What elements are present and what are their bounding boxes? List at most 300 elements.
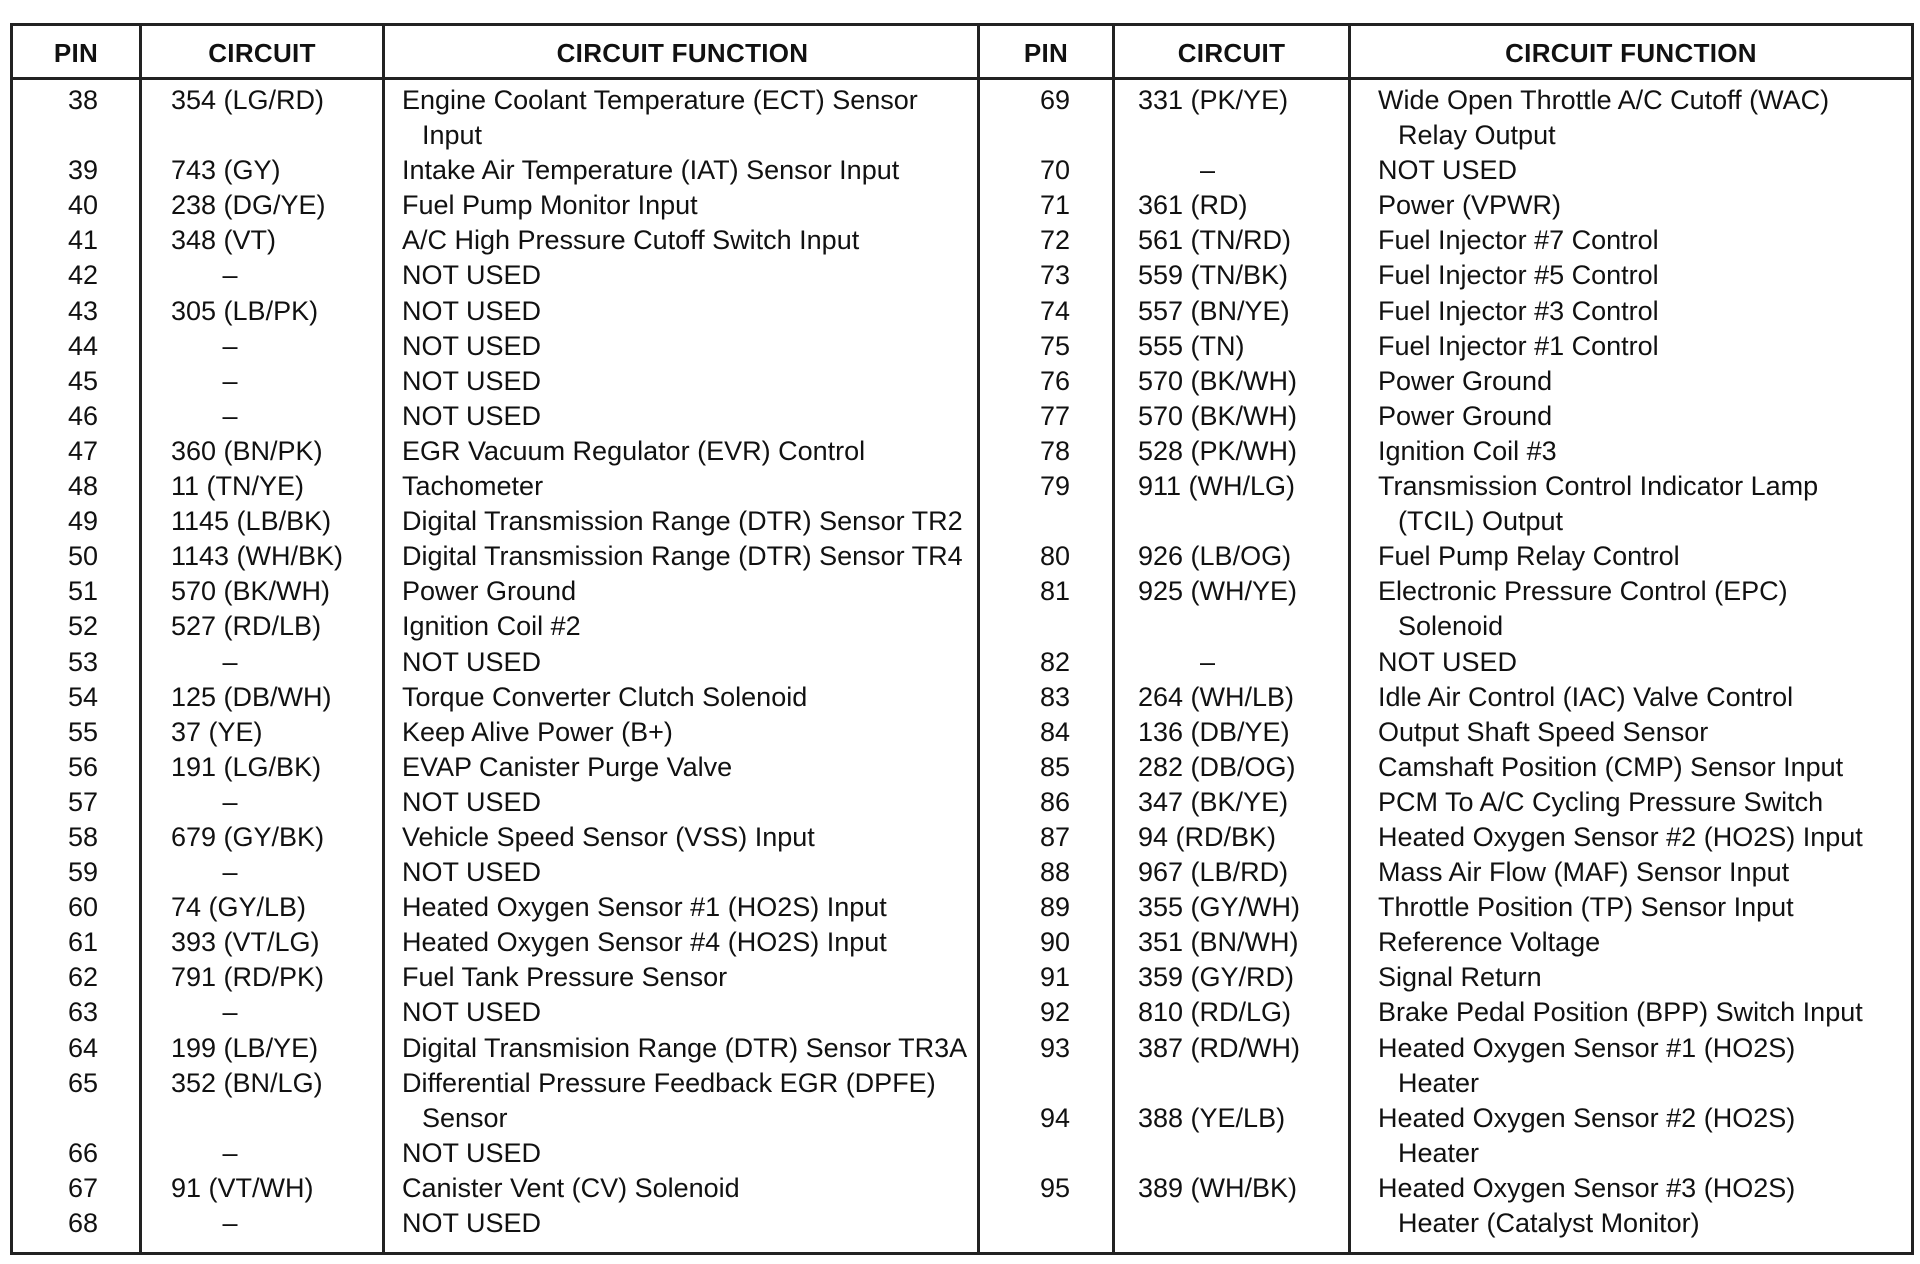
circuit-function [1378,434,1557,469]
circuit-id: 389 (WH/BK) [1138,1172,1298,1203]
circuit-id: 911 (WH/LG) [1138,471,1296,502]
circuit-function [1378,1101,1795,1171]
pin-number: 83 [1039,681,1071,712]
circuit-function [1378,1031,1795,1101]
circuit-function [402,364,541,399]
circuit-function [1378,153,1517,188]
function-text-line: Keep Alive Power (B+) [402,716,673,747]
table-row [13,960,980,995]
circuit-function [402,399,541,434]
circuit-id: – [1199,646,1216,677]
circuit-id: – [222,330,238,361]
circuit-id: 91 (VT/WH) [171,1172,314,1203]
table-row [13,539,980,574]
function-text-line: Idle Air Control (IAC) Valve Control [1378,681,1794,712]
circuit-function [402,329,541,364]
function-text-line: Fuel Injector #7 Control [1378,225,1659,256]
pin-number: 77 [1039,400,1071,431]
function-text-line: Fuel Pump Relay Control [1378,541,1680,572]
function-text-line: Mass Air Flow (MAF) Sensor Input [1378,857,1790,888]
pin-number: 65 [67,1067,99,1098]
circuit-function [402,504,963,539]
table-row [980,995,1911,1030]
circuit-function [402,1206,541,1241]
circuit-function [1378,995,1863,1030]
circuit-function [402,609,581,644]
pin-number: 70 [1039,155,1071,186]
table-row [13,820,980,855]
pin-number: 56 [67,751,99,782]
table-row [13,434,980,469]
function-text-line: Brake Pedal Position (BPP) Switch Input [1378,997,1863,1028]
table-row [13,504,980,539]
function-text-line: Vehicle Speed Sensor (VSS) Input [402,821,815,852]
circuit-id: 561 (TN/RD) [1138,225,1292,256]
pin-number: 41 [67,225,99,256]
pin-number: 39 [67,155,99,186]
pin-number: 91 [1039,962,1071,993]
table-row [980,1171,1911,1241]
pin-number: 46 [67,400,99,431]
table-row [13,83,980,153]
function-text-line: NOT USED [402,330,542,361]
function-text-line: Intake Air Temperature (IAT) Sensor Input [402,155,900,186]
pin-number: 58 [67,821,99,852]
function-text-line: EGR Vacuum Regulator (EVR) Control [402,435,866,466]
table-row [980,188,1911,223]
function-text-line: Ignition Coil #2 [402,611,581,642]
pin-number: 75 [1039,330,1071,361]
function-text-line: Power (VPWR) [1378,190,1562,221]
table-row [980,680,1911,715]
circuit-id: 1145 (LB/BK) [171,506,332,537]
circuit-id: – [222,1208,238,1238]
function-text-line: Reference Voltage [1378,927,1601,958]
pin-number: 51 [67,576,99,607]
circuit-id: – [222,365,238,396]
function-text-line: NOT USED [402,997,542,1028]
circuit-function [1378,329,1659,364]
function-text-line: NOT USED [402,260,542,291]
circuit-function [402,890,887,925]
pin-number: 80 [1039,541,1071,572]
circuit-function [402,153,899,188]
table-row [980,399,1911,434]
left-rows [13,83,980,1241]
pin-number: 52 [67,611,99,642]
function-text-line: Heated Oxygen Sensor #4 (HO2S) Input [402,927,887,958]
table-row [980,1031,1911,1101]
pin-number: 54 [67,681,99,712]
circuit-id: 387 (RD/WH) [1138,1032,1301,1063]
pin-number: 88 [1039,857,1071,888]
table-row [980,469,1911,539]
circuit-id: 925 (WH/YE) [1138,576,1298,607]
circuit-id: 347 (BK/YE) [1138,786,1289,817]
right-rows [980,83,1911,1241]
circuit-id: – [222,786,238,817]
pin-number: 71 [1039,190,1071,221]
table-row [980,820,1911,855]
pin-number: 63 [67,997,99,1028]
circuit-function [1378,188,1561,223]
function-text-line: Fuel Pump Monitor Input [402,190,698,221]
circuit-id: – [1199,155,1216,186]
circuit-function [402,1066,936,1136]
pin-number: 82 [1039,646,1071,677]
pin-number: 92 [1039,997,1071,1028]
circuit-id: 352 (BN/LG) [171,1067,323,1098]
circuit-function [402,750,732,785]
table-row [980,539,1911,574]
function-text-line: Digital Transmission Range (DTR) Sensor TR2 [402,506,963,537]
pin-number: 60 [67,892,99,923]
circuit-id: – [222,857,238,888]
function-text-line: NOT USED [402,646,542,677]
function-text-line: Electronic Pressure Control (EPC) [1378,576,1788,607]
circuit-id: 11 (TN/YE) [171,471,305,502]
function-text-line: Sensor [422,1102,508,1133]
circuit-id: 1143 (WH/BK) [171,541,344,572]
circuit-function [402,258,541,293]
circuit-function [1378,258,1659,293]
table-row [980,83,1911,153]
circuit-function [402,855,541,890]
circuit-id: 305 (LB/PK) [171,295,319,326]
pin-number: 81 [1039,576,1071,607]
function-text-line: Signal Return [1378,962,1542,993]
circuit-function [1378,469,1818,539]
circuit-function [402,83,918,153]
circuit-function [1378,574,1788,644]
table-row [13,785,980,820]
function-text-line: Fuel Tank Pressure Sensor [402,962,728,993]
circuit-id: 282 (DB/OG) [1138,751,1296,782]
function-text-line: Differential Pressure Feedback EGR (DPFE) [402,1067,936,1098]
function-text-line: NOT USED [402,400,542,431]
function-text-line: Heated Oxygen Sensor #1 (HO2S) Input [402,892,887,923]
table-row [13,680,980,715]
function-text-line: NOT USED [402,857,542,888]
table-row [13,1031,980,1066]
circuit-function [402,820,815,855]
table-row [980,855,1911,890]
circuit-function [1378,645,1517,680]
circuit-id: 388 (YE/LB) [1138,1102,1286,1133]
circuit-id: 125 (DB/WH) [171,681,332,712]
circuit-id: 791 (RD/PK) [171,962,325,993]
circuit-function [1378,83,1829,153]
pin-number: 42 [67,260,99,291]
table-row [13,995,980,1030]
pin-number: 84 [1039,716,1071,747]
circuit-function [402,1031,967,1066]
pin-number: 93 [1039,1032,1071,1063]
circuit-function-header: CIRCUIT FUNCTION [1505,38,1757,68]
circuit-function [402,188,698,223]
function-text-line: Heated Oxygen Sensor #3 (HO2S) [1378,1172,1796,1203]
function-text-line: NOT USED [402,295,542,326]
table-row [980,294,1911,329]
table-row [980,715,1911,750]
table-row [980,750,1911,785]
function-text-line: Fuel Injector #3 Control [1378,295,1659,326]
circuit-function [1378,855,1789,890]
function-text-line: Wide Open Throttle A/C Cutoff (WAC) [1378,85,1830,115]
pin-number: 55 [67,716,99,747]
circuit-id: 967 (LB/RD) [1138,857,1289,888]
circuit-function [402,1171,740,1206]
function-text-line: NOT USED [402,786,542,817]
pin-header: PIN [1023,38,1069,68]
circuit-function [1378,960,1542,995]
table-row [13,294,980,329]
function-text-line: NOT USED [402,1137,542,1168]
circuit-id: 570 (BK/WH) [1138,400,1298,431]
function-text-line: Transmission Control Indicator Lamp [1378,471,1819,502]
function-text-line: Power Ground [1378,365,1553,396]
circuit-id: 264 (WH/LB) [1138,681,1295,712]
pin-number: 86 [1039,786,1071,817]
pin-number: 69 [1039,85,1071,115]
circuit-function [402,434,865,469]
circuit-id: – [222,400,238,431]
table-row [980,1101,1911,1171]
circuit-id: 926 (LB/OG) [1138,541,1292,572]
table-row [13,925,980,960]
table-row [13,609,980,644]
pin-number: 38 [67,85,99,115]
table-row [13,399,980,434]
pin-number: 47 [67,435,99,466]
pinout-table [10,23,1914,1255]
pin-header: PIN [53,38,99,68]
table-row [980,223,1911,258]
circuit-function [1378,294,1659,329]
table-row [13,153,980,188]
circuit-function [1378,820,1863,855]
circuit-id: – [222,646,238,677]
circuit-id: 94 (RD/BK) [1138,821,1277,852]
table-row [13,329,980,364]
pin-number: 73 [1039,260,1071,291]
function-text-line: (TCIL) Output [1398,506,1564,537]
pin-number: 50 [67,541,99,572]
circuit-function [402,960,727,995]
circuit-function [1378,750,1843,785]
pin-number: 53 [67,646,99,677]
pin-number: 62 [67,962,99,993]
pin-number: 59 [67,857,99,888]
table-row [980,258,1911,293]
circuit-id: 348 (VT) [171,225,277,256]
function-text-line: Power Ground [1378,400,1553,431]
pin-number: 94 [1039,1102,1071,1133]
circuit-id: 559 (TN/BK) [1138,260,1289,291]
function-text-line: Torque Converter Clutch Solenoid [402,681,808,712]
function-text-line: Canister Vent (CV) Solenoid [402,1172,740,1203]
pin-number: 43 [67,295,99,326]
table-row [13,715,980,750]
function-text-line: Heated Oxygen Sensor #2 (HO2S) [1378,1102,1796,1133]
circuit-function [1378,399,1552,434]
function-text-line: Heater [1398,1137,1480,1168]
circuit-id: 351 (BN/WH) [1138,927,1299,958]
circuit-function [402,223,859,258]
pin-number: 95 [1039,1172,1071,1203]
circuit-function [1378,785,1823,820]
circuit-function [402,995,541,1030]
right-table [980,26,1911,1252]
table-row [13,1206,980,1241]
circuit-id: 136 (DB/YE) [1138,716,1290,747]
circuit-id: 359 (GY/RD) [1138,962,1295,993]
circuit-id: 37 (YE) [171,716,263,747]
function-text-line: Solenoid [1398,611,1504,642]
circuit-id: 191 (LG/BK) [171,751,322,782]
function-text-line: Tachometer [402,471,544,502]
function-text-line: Engine Coolant Temperature (ECT) Sensor [402,85,918,115]
table-row [13,750,980,785]
function-text-line: Output Shaft Speed Sensor [1378,716,1709,747]
circuit-function [402,680,807,715]
table-row [13,574,980,609]
function-text-line: NOT USED [1378,155,1518,186]
function-text-line: NOT USED [402,1208,542,1238]
pin-number: 72 [1039,225,1071,256]
circuit-function [402,715,673,750]
table-row [13,188,980,223]
function-text-line: Digital Transmission Range (DTR) Sensor TR4 [402,541,963,572]
table-row [980,890,1911,925]
table-row [980,364,1911,399]
pin-number: 89 [1039,892,1071,923]
pin-number: 44 [67,330,99,361]
circuit-id: 361 (RD) [1138,190,1248,221]
pin-number: 57 [67,786,99,817]
table-row [980,153,1911,188]
circuit-function [402,469,543,504]
circuit-function [1378,680,1793,715]
function-text-line: Digital Transmision Range (DTR) Sensor TR3A [402,1032,968,1063]
circuit-id: 527 (RD/LB) [171,611,322,642]
pin-number: 79 [1039,471,1071,502]
circuit-id: – [222,1137,238,1168]
pin-number: 87 [1039,821,1071,852]
circuit-id: 331 (PK/YE) [1138,85,1289,115]
circuit-id: 557 (BN/YE) [1138,295,1290,326]
circuit-id: 360 (BN/PK) [171,435,323,466]
table-row [980,925,1911,960]
function-text-line: Input [422,120,483,150]
circuit-id: 743 (GY) [171,155,281,186]
circuit-function [402,785,541,820]
function-text-line: Heated Oxygen Sensor #2 (HO2S) Input [1378,821,1863,852]
circuit-function [402,574,576,609]
function-text-line: Heater (Catalyst Monitor) [1398,1207,1700,1238]
circuit-function [1378,539,1680,574]
circuit-id: 74 (GY/LB) [171,892,307,923]
table-row [13,1136,980,1171]
left-header-row [13,26,980,80]
table-row [13,1066,980,1136]
table-row [980,645,1911,680]
pin-number: 45 [67,365,99,396]
table-row [980,434,1911,469]
function-text-line: Fuel Injector #5 Control [1378,260,1659,291]
circuit-function [402,645,541,680]
circuit-function [1378,223,1659,258]
circuit-function [402,294,541,329]
circuit-id: 570 (BK/WH) [171,576,331,607]
pin-number: 64 [67,1032,99,1063]
pin-number: 90 [1039,927,1071,958]
circuit-function [1378,715,1708,750]
table-row [13,1171,980,1206]
function-text-line: Camshaft Position (CMP) Sensor Input [1378,751,1844,782]
circuit-id: 393 (VT/LG) [171,927,320,958]
circuit-id: 570 (BK/WH) [1138,365,1298,396]
function-text-line: Fuel Injector #1 Control [1378,330,1659,361]
table-row [13,645,980,680]
circuit-function [402,539,963,574]
circuit-id: 679 (GY/BK) [171,821,325,852]
function-text-line: Ignition Coil #3 [1378,435,1557,466]
pin-number: 61 [67,927,99,958]
table-row [13,855,980,890]
right-header-row [980,26,1911,80]
function-text-line: Throttle Position (TP) Sensor Input [1378,892,1794,923]
circuit-id: 528 (PK/WH) [1138,435,1298,466]
circuit-id: 810 (RD/LG) [1138,997,1292,1028]
pin-number: 67 [67,1172,99,1203]
pin-number: 74 [1039,295,1071,326]
function-text-line: NOT USED [1378,646,1518,677]
circuit-id: – [222,997,238,1028]
table-row [13,364,980,399]
circuit-function [402,1136,541,1171]
function-text-line: EVAP Canister Purge Valve [402,751,733,782]
circuit-id: – [222,260,238,291]
pin-number: 66 [67,1137,99,1168]
circuit-id: 555 (TN) [1138,330,1245,361]
circuit-function-header: CIRCUIT FUNCTION [556,38,809,68]
pin-number: 48 [67,471,99,502]
pin-number: 76 [1039,365,1071,396]
circuit-id: 354 (LG/RD) [171,85,325,115]
table-row [980,574,1911,644]
circuit-function [1378,890,1794,925]
function-text-line: PCM To A/C Cycling Pressure Switch [1378,786,1824,817]
pin-number: 85 [1039,751,1071,782]
circuit-function [402,925,887,960]
table-row [980,960,1911,995]
table-row [980,785,1911,820]
function-text-line: A/C High Pressure Cutoff Switch Input [402,225,860,256]
table-row [13,890,980,925]
function-text-line: Heated Oxygen Sensor #1 (HO2S) [1378,1032,1796,1063]
function-text-line: Power Ground [402,576,577,607]
circuit-function [1378,1171,1795,1241]
table-row [980,329,1911,364]
table-row [13,258,980,293]
function-text-line: Relay Output [1398,120,1556,150]
function-text-line: Heater [1398,1067,1480,1098]
circuit-id: 238 (DG/YE) [171,190,326,221]
table-row [13,469,980,504]
table-row [13,223,980,258]
circuit-header: CIRCUIT [208,38,316,68]
